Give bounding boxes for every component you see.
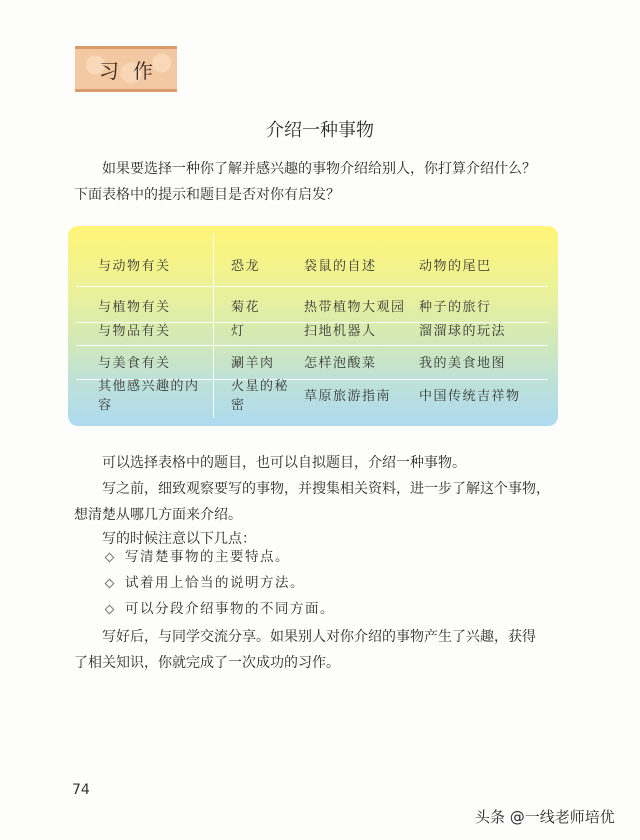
table-topic: 火星的秘密: [231, 379, 290, 413]
intro-line-1: 如果要选择一种你了解并感兴趣的事物介绍给别人，你打算介绍什么？: [102, 161, 536, 177]
table-topic: 涮羊肉: [231, 355, 275, 371]
section-badge-label: 习作: [99, 58, 167, 83]
table-category: 与植物有关: [98, 299, 171, 315]
tip-item: [102, 570, 562, 596]
diamond-bullet-icon: [105, 578, 115, 588]
body-paragraph-4-line-2: 了相关知识，你就完成了一次成功的习作。: [74, 655, 340, 671]
table-row-objects: [76, 311, 548, 347]
table-topic: 菊花: [231, 299, 261, 315]
table-row-food: [76, 343, 548, 379]
table-category: 与物品有关: [98, 323, 171, 339]
table-category: 与美食有关: [98, 355, 171, 371]
body-paragraph-4-line-1: 写好后，与同学交流分享。如果别人对你介绍的事物产生了兴趣，获得: [102, 629, 536, 645]
diamond-bullet-icon: [105, 552, 115, 562]
table-topic: 恐龙: [231, 258, 261, 274]
table-row-animals: [76, 246, 548, 282]
page-title: 介绍一种事物: [266, 120, 374, 141]
intro-line-2: 下面表格中的提示和题目是否对你有启发？: [74, 187, 340, 203]
table-topic: 怎样泡酸菜: [304, 355, 377, 371]
table-topic: 灯: [231, 323, 246, 339]
watermark: 头条 @一线老师培优: [475, 808, 615, 826]
tip-text: 可以分段介绍事物的不同方面。: [125, 601, 335, 617]
table-topic: 热带植物大观园: [304, 299, 406, 315]
table-topic: 溜溜球的玩法: [419, 323, 507, 339]
diamond-bullet-icon: [105, 604, 115, 614]
table-topic: 种子的旅行: [419, 299, 492, 315]
body-paragraph-1: 可以选择表格中的题目，也可以自拟题目，介绍一种事物。: [102, 455, 466, 471]
page-number: 74: [72, 782, 90, 798]
table-topic: 扫地机器人: [304, 323, 377, 339]
table-topic: 我的美食地图: [419, 355, 507, 371]
section-badge: [75, 46, 177, 92]
body-paragraph-2-line-1: 写之前，细致观察要写的事物，并搜集相关资料，进一步了解这个事物，: [102, 481, 550, 497]
topic-table: [68, 226, 558, 426]
table-topic: 袋鼠的自述: [304, 258, 377, 274]
table-row-other: [76, 376, 548, 412]
tips-list: [102, 544, 562, 622]
table-topic: 中国传统吉祥物: [419, 388, 521, 404]
tip-item: [102, 544, 562, 570]
body-paragraph-3: 写的时候注意以下几点：: [102, 531, 256, 547]
table-category: 与动物有关: [98, 258, 171, 274]
tip-text: 试着用上恰当的说明方法。: [125, 575, 305, 591]
table-category: 其他感兴趣的内容: [98, 379, 200, 413]
tip-item: [102, 596, 562, 622]
body-paragraph-2-line-2: 想清楚从哪几方面来介绍。: [74, 507, 242, 523]
tip-text: 写清楚事物的主要特点。: [125, 549, 290, 565]
table-topic: 动物的尾巴: [419, 258, 492, 274]
table-topic: 草原旅游指南: [304, 388, 392, 404]
